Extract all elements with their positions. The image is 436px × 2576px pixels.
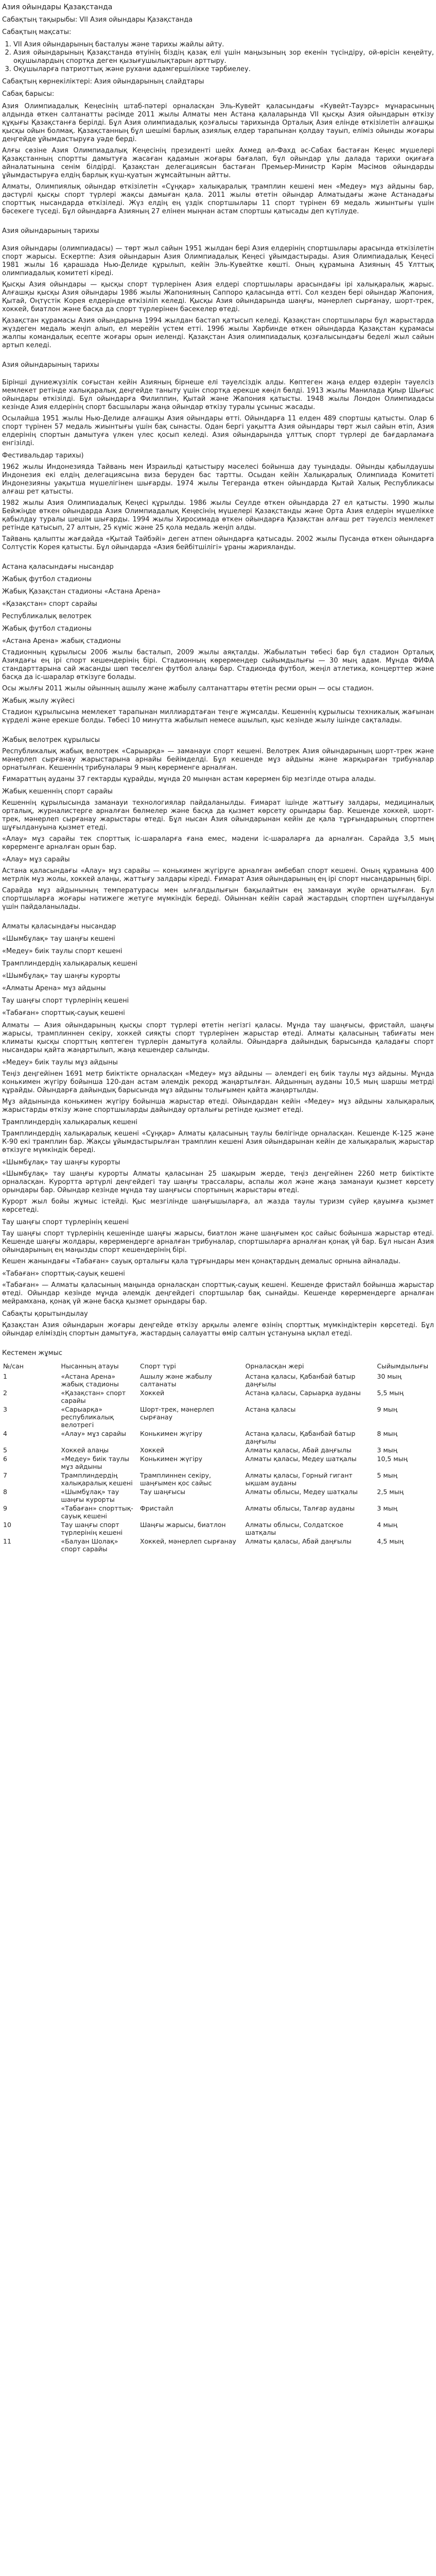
paragraph: «Алау» мұз сарайы тек спорттық іс-шараларға ғана емес, мәдени іс-шараларға да арналған. Сарайда 3,5 мың көрерменге арналған орын бар. bbox=[2, 835, 434, 851]
table-cell: Ашылу және жабылу салтанаты bbox=[140, 1372, 212, 1388]
table-cell: 5 мың bbox=[377, 1471, 397, 1479]
table-cell: Хоккей, мәнерлеп сырғанау bbox=[140, 1537, 236, 1545]
table-title: Кестемен жұмыс bbox=[2, 1349, 63, 1357]
paragraph: Сарайда мұз айдынының температурасы мен ылғалдылығын бақылайтын ең заманауи жүйе орнатылған. Бұл спортшыларға жоғары нәтижеге жетуге мүмкіндік береді. Ойыннан кейін сарай жастардың спортпен шұғылдануы үшін пайдаланылады. bbox=[2, 887, 434, 911]
table-cell: 4 bbox=[3, 1430, 7, 1437]
column-header: Нысанның атауы bbox=[61, 1362, 119, 1370]
table-cell: Алматы қаласы, Абай даңғылы bbox=[245, 1446, 352, 1454]
table-cell: 10 bbox=[3, 1521, 11, 1529]
venue-line: Республикалық велотрек bbox=[2, 613, 92, 620]
almaty-section bbox=[2, 923, 434, 1338]
table-cell: Тау шаңғы спорт түрлерінің кешені bbox=[61, 1521, 123, 1536]
paragraph: Бірінші дүниежүзілік соғыстан кейін Азияның бірнеше елі тәуелсіздік алды. Көптеген жаңа елдер өздерін тәуелсіз мемлекет ретінде халықаралық деңгейде таныту үшін спортқа ерекше көңіл бөлді. 1913 жылы Манилада Қиыр Шығыс ойындары өткізілді. Бұл ойындарға Филиппин, Қытай және Жапония қатысты. 1948 жылы Лондон Олимпиадасы кезінде Азия елдерінің спорт басшылары жаңа ойындар өткізу туралы ұсыныс жасады. bbox=[2, 379, 434, 411]
table-cell: Хоккей алаңы bbox=[61, 1446, 109, 1454]
column-header: Сыйымдылығы bbox=[377, 1362, 429, 1370]
table-row bbox=[2, 1446, 434, 1454]
table-cell: 4,5 мың bbox=[377, 1537, 404, 1545]
paragraph: Стадион құрылысына мемлекет тарапынан миллиардтаған теңге жұмсалды. Кешеннің құрылысы техникалық жағынан күрделі және ерекше болды. Төбесі 10 минутта жабылып немесе ашылып, қыс кезінде жылу ішінде сақталады. bbox=[2, 708, 434, 724]
subheading: Жабық велотрек құрылысы bbox=[2, 736, 100, 744]
table-cell: 10,5 мың bbox=[377, 1455, 408, 1463]
section-heading: Азия ойындарының тарихы bbox=[2, 227, 99, 235]
table-cell: 9 мың bbox=[377, 1405, 397, 1413]
objective-item: 3. Оқушыларға патриоттық және рухани адамгершілікке тәрбиелеу. bbox=[13, 65, 434, 74]
subheading: Жабық кешеннің спорт сарайы bbox=[2, 788, 113, 795]
table-row bbox=[2, 1520, 434, 1537]
table-cell: 3 bbox=[3, 1405, 7, 1413]
table-header-row bbox=[2, 1362, 434, 1372]
venue-line: «Шымбұлақ» тау шаңғы курорты bbox=[2, 972, 120, 980]
table-section bbox=[2, 1349, 434, 1553]
paragraph: Курорт жыл бойы жұмыс істейді. Қыс мезгілінде шаңғышыларға, ал жазда таулы туризм сүйер қауымға қызмет көрсетеді. bbox=[2, 1198, 434, 1214]
table-cell: Трамплиндердің халықаралық кешені bbox=[61, 1471, 133, 1487]
table-cell: Алматы облысы, Солдатское шатқалы bbox=[245, 1521, 344, 1536]
venue-line: Жабық футбол стадионы bbox=[2, 625, 92, 633]
venue-line: Тау шаңғы спорт түрлерінің кешені bbox=[2, 997, 129, 1005]
page-title: Азия ойындары Қазақстанда bbox=[2, 3, 113, 11]
paragraph: Республикалық жабық велотрек «Сарыарқа» — заманауи спорт кешені. Велотрек Азия ойындарының шорт-трек және мәнерлеп сырғанау жарыстарына арнайы бейімделді. Бұл кешенде мұз айдыны және жарқыраған трибуналар орнатылған. Кешеннің трибуналары 9 мың көрерменге арналған. bbox=[2, 748, 434, 772]
paragraph: Астана қаласындағы «Алау» мұз сарайы — конькимен жүгіруге арналған әмбебап спорт кешені. Оның құрамына 400 метрлік мұз жолы, хоккей алаңы, жаттығу залдары кіреді. Ғимарат Азия ойындарының ең ірі спорт нысандарының бірі. bbox=[2, 867, 434, 883]
section-heading: Азия ойындарының тарихы bbox=[2, 361, 99, 369]
table-cell: Астана қаласы, Қабанбай батыр даңғылы bbox=[245, 1372, 356, 1388]
objective-item: 1. VII Азия ойындарының басталуы және тарихы жайлы айту. bbox=[13, 41, 434, 49]
venue-line: «Табаған» спорттық-сауық кешені bbox=[2, 1009, 125, 1017]
table-row bbox=[2, 1487, 434, 1504]
table-cell: «Алау» мұз сарайы bbox=[61, 1430, 126, 1437]
table-cell: 2,5 мың bbox=[377, 1488, 404, 1496]
table-cell: Хоккей bbox=[140, 1389, 165, 1397]
venue-line: Жабық Қазақстан стадионы «Астана Арена» bbox=[2, 588, 161, 596]
table-cell: Хоккей bbox=[140, 1446, 165, 1454]
table-cell: Астана қаласы, Қабанбай батыр даңғылы bbox=[245, 1430, 356, 1445]
lesson-topic: Сабақтың тақырыбы: VII Азия ойындары Қазақстанда bbox=[2, 16, 193, 24]
paragraph: Теңіз деңгейінен 1691 метр биіктікте орналасқан «Медеу» мұз айдыны — әлемдегі ең биік таулы мұз айдыны. Мұнда конькимен жүгіру бойынша 120-дан астам әлемдік рекорд жаңартылған. Айдынның ауданы 10,5 мың шаршы метрді құрайды. Ойындарға дайындық барысында мұз айдыны толығымен қайта жаңартылды. bbox=[2, 1070, 434, 1094]
history-section bbox=[2, 227, 434, 350]
table-cell: 30 мың bbox=[377, 1372, 402, 1380]
table-cell: «Балуан Шолақ» спорт сарайы bbox=[61, 1537, 118, 1553]
paragraph: Осылайша 1951 жылы Нью-Делиде алғашқы Азия ойындары өтті. Ойындарға 11 елден 489 спортшы қатысты. Олар 6 спорт түрінен 57 медаль жиынтығы үшін бақ сынасты. Одан бергі уақытта Азия ойындары төрт жыл сайын өтіп, Азия елдерінің спортын дамытуға үлкен үлес қосып келеді. Азия ойындарында ұлттық спорт түрлері де бағдарламаға енгізілді. bbox=[2, 415, 434, 447]
table-cell: «Шымбұлақ» тау шаңғы курорты bbox=[61, 1488, 119, 1503]
table-cell: 2 bbox=[3, 1389, 7, 1397]
table-row bbox=[2, 1537, 434, 1553]
table-cell: Конькимен жүгіру bbox=[140, 1430, 203, 1437]
table-cell: Шорт-трек, мәнерлеп сырғанау bbox=[140, 1405, 214, 1421]
table-cell: «Сарыарқа» республикалық велотрегі bbox=[61, 1405, 114, 1429]
table-cell: Алматы қаласы, Горный гигант ықшам ауданы bbox=[245, 1471, 353, 1487]
table-cell: 4 мың bbox=[377, 1521, 397, 1529]
paragraph: Алматы — Азия ойындарының қысқы спорт түрлері өтетін негізгі қаласы. Мұнда тау шаңғысы, фристайл, шаңғы жарысы, трамплиннен секіру, хоккей сияқты спорт түрлерінен жарыстар өтеді. Алматы қаласының табиғаты мен климаты қысқы спорттың көптеген түрлерін дамытуға қолайлы. Ойындарға дайындық барысында қаладағы спорт нысандары қайта жаңартылып, жаңа кешендер салынды. bbox=[2, 1022, 434, 1054]
objectives-list bbox=[2, 41, 434, 74]
table-cell: «Медеу» биік таулы мұз айдыны bbox=[61, 1455, 130, 1470]
subheading: «Шымбұлақ» тау шаңғы курорты bbox=[2, 1159, 120, 1166]
objective-item: 2. Азия ойындарының Қазақстанда өтуінің біздің қазақ елі үшін маңызының зор екенін түсіндіру, ой-өрісін кеңейту, оқушылардың спортқа деген қызығушылықтарын арттыру. bbox=[13, 49, 434, 65]
progress-title: Сабақ барысы: bbox=[2, 90, 55, 98]
subheading: «Астана Арена» жабық стадионы bbox=[2, 637, 121, 645]
table-cell: «Қазақстан» спорт сарайы bbox=[61, 1389, 126, 1404]
objectives-title: Сабақтың мақсаты: bbox=[2, 28, 72, 36]
table-cell: «Табаған» спорттық-сауық кешені bbox=[61, 1504, 133, 1520]
table-cell: Алматы қаласы, Абай даңғылы bbox=[245, 1537, 352, 1545]
section-heading: Алматы қаласындағы нысандар bbox=[2, 923, 116, 930]
subheading: Тау шаңғы спорт түрлерінің кешені bbox=[2, 1218, 129, 1226]
section-heading: Астана қаласындағы нысандар bbox=[2, 563, 114, 571]
table-row bbox=[2, 1504, 434, 1520]
paragraph: Қысқы Азия ойындары — қысқы спорт түрлерінен Азия елдері спортшылары арасындағы ірі халықаралық жарыс. Алғашқы қысқы Азия ойындары 1986 жылы Жапонияның Саппоро қаласында өтті. Сол кезден бері ойындар Жапония, Қытай, Оңтүстік Корея елдерінде өткізіліп келеді. Қысқы Азия ойындарында шаңғы, мәнерлеп сырғанау, шорт-трек, хоккей, биатлон және басқа да спорт түрлерінен бәсекелер өтеді. bbox=[2, 281, 434, 313]
venue-line: Трамплиндердің халықаралық кешені bbox=[2, 960, 137, 968]
astana-section bbox=[2, 563, 434, 725]
paragraph: 1982 жылы Азия Олимпиадалық Кеңесі құрылды. 1986 жылы Сеулде өткен ойындарда 27 ел қатысты. 1990 жылы Бейжіңде өткен ойындарда Азия Олимпиадалық Кеңесінің мүшелері Қазақстанды және Орта Азия елдерін мүшелікке қабылдау туралы шешім шығарды. 1994 жылы Хиросимада өткен ойындарға Қазақстан алғаш рет тәуелсіз мемлекет ретінде қатысып, 27 алтын, 25 күміс және 25 қола медаль жеңіп алды. bbox=[2, 499, 434, 532]
table-row bbox=[2, 1388, 434, 1405]
paragraph: Кешен жанындағы «Табаған» сауық орталығы қала тұрғындары мен қонақтардың демалыс орнына айналады. bbox=[2, 1258, 401, 1265]
table-cell: 5 bbox=[3, 1446, 7, 1454]
table-cell: Трамплиннен секіру, шаңғымен қос сайыс bbox=[140, 1471, 212, 1487]
paragraph: Кешеннің құрылысында заманауи технологиялар пайдаланылды. Ғимарат ішінде жаттығу залдары, медициналық орталық, журналистерге арналған бөлмелер және басқа да қызмет көрсету орындары бар. Кешенде хоккей, шорт-трек, мәнерлеп сырғанау жарыстары өтеді. Бұл нысан Азия ойындарынан кейін де қала тұрғындарының спортпен шұғылдануына қызмет етеді. bbox=[2, 799, 434, 832]
table-cell: Астана қаласы, Сарыарқа ауданы bbox=[245, 1389, 361, 1397]
table-cell: Тау шаңғысы bbox=[140, 1488, 186, 1496]
table-cell: 1 bbox=[3, 1372, 7, 1380]
table-cell: 6 bbox=[3, 1455, 7, 1463]
table-cell: 5,5 мың bbox=[377, 1389, 404, 1397]
table-cell: 11 bbox=[3, 1537, 11, 1545]
table-row bbox=[2, 1471, 434, 1487]
table-cell: 8 bbox=[3, 1488, 7, 1496]
paragraph: Осы жылғы 2011 жылы ойынның ашылу және жабылу салтанаттары өтетін ресми орын — осы стадион. bbox=[2, 685, 374, 692]
paragraph: Қазақстан құрамасы Азия ойындарына 1994 жылдан бастап қатысып келеді. Қазақстан спортшылары бұл жарыстарда жүздеген медаль жеңіп алып, ел мерейін үстем етті. 1996 жылы Харбинде өткен ойындарда Қазақстан құрамасы жалпы командалық есепте жоғары орын иеленді. Қазақстан Азия олимпиадалық қозғалысындағы беделі жыл сайын артып келеді. bbox=[2, 317, 434, 349]
table-cell: 9 bbox=[3, 1504, 7, 1512]
table-row bbox=[2, 1405, 434, 1429]
venue-line: Жабық футбол стадионы bbox=[2, 575, 92, 583]
table-row bbox=[2, 1429, 434, 1446]
table-cell: Шаңғы жарысы, биатлон bbox=[140, 1521, 226, 1529]
subheading: «Алау» мұз сарайы bbox=[2, 856, 70, 863]
paragraph: Ғимараттың ауданы 37 гектарды құрайды, мұнда 20 мыңнан астам көрермен бір мезгілде отыра алады. bbox=[2, 775, 376, 783]
paragraph: Азия ойындары (олимпиадасы) — төрт жыл сайын 1951 жылдан бері Азия елдерінің спортшылары арасында өткізілетін спорт жарысы. Ескертпе: Азия ойындарын Азия Олимпиадалық Кеңесі ұйымдастырады. Азия Олимпиадалық Кеңесі 1981 жылы 16 қарашада Нью-Делиде құрылып, кейін Эль-Кувейтке көшті. Оның құрамына Азияның 45 Ұлттық олимпиадалық комитеті кіреді. bbox=[2, 245, 434, 277]
table-cell: Алматы облысы, Медеу шатқалы bbox=[245, 1488, 358, 1496]
table-cell: Конькимен жүгіру bbox=[140, 1455, 203, 1463]
paragraph: 1962 жылы Индонезияда Тайвань мен Израильді қатыстыру мәселесі бойынша дау туындады. Ойынды қабылдаушы Индонезия екі елдің делегациясына виза беруден бас тартты. Осыдан кейін Халықаралық Олимпиада Комитеті Индонезияны уақытша мүшелігінен шығарды. 1974 жылы Тегеранда өткен ойындарда Қытай Халық Республикасы алғаш рет қатысты. bbox=[2, 463, 434, 496]
paragraph: Трамплиндердің халықаралық кешені «Сұңқар» Алматы қаласының таулы бөлігінде орналасқан. Кешенде К-125 және К-90 екі трамплин бар. Жақсы ұйымдастырылған трамплин кешені Азия ойындарынан кейін де халықаралық жарыстар өткізуге мүмкіндік береді. bbox=[2, 1130, 434, 1154]
paragraph: Алғы сөзіне Азия Олимпиадалық Кеңесінің президенті шейх Ахмед әл-Фахд әс-Сабах бастаған Кеңес мүшелері Қазақстанның спортты дамытуға жасаған қадамын жоғары бағалап, бұл ойындар ұлы далада тарихи оқиғаға айналатынына сенім білдірді. Қазақстан делегациясын бастаған Премьер-Министр Кәрім Мәсімов ойындарды ұйымдастыруға елдің барлық күш-қуатын жұмсайтынын айтты. bbox=[2, 147, 434, 179]
table-cell: Алматы облысы, Талғар ауданы bbox=[245, 1504, 355, 1512]
lesson-visuals: Сабақтың көрнекіліктері: Азия ойындарының слайдтары bbox=[2, 78, 204, 86]
subheading: «Медеу» биік таулы мұз айдыны bbox=[2, 1059, 118, 1066]
subheading: Трамплиндердің халықаралық кешені bbox=[2, 1118, 137, 1126]
paragraph: Қазақстан Азия ойындарын жоғары деңгейде өткізу арқылы әлемге өзінің спорттық мүмкіндіктерін көрсетеді. Бұл ойындар еліміздің спортын дамытуға, жастардың салауатты өмір салтын ұстануына ықпал етеді. bbox=[2, 1321, 434, 1337]
paragraph: Тау шаңғы спорт түрлерінің кешенінде шаңғы жарысы, биатлон және шаңғымен қос сайыс бойынша жарыстар өтеді. Кешенде шаңғы жолдары, көрермендерге арналған трибуналар, спортшыларға арналған қонақ үй бар. Бұл нысан Азия ойындарының ең маңызды спорт кешендерінің бірі. bbox=[2, 1230, 434, 1254]
paragraph: Мұз айдынында конькимен жүгіру бойынша жарыстар өтеді. Ойындардан кейін «Медеу» мұз айдыны халықаралық жарыстарды өткізу және спортшыларды дайындау орталығы ретінде қызмет етеді. bbox=[2, 1098, 434, 1114]
venue-line: «Алматы Арена» мұз айдыны bbox=[2, 985, 106, 992]
table-row bbox=[2, 1372, 434, 1388]
paragraph: «Табаған» — Алматы қаласының маңында орналасқан спорттық-сауық кешені. Кешенде фристайл бойынша жарыстар өтеді. Ойындар кезінде мұнда әлемдік деңгейдегі спортшылар бақ сынайды. Кешенде көрермендерге арналған мейрамхана, қонақ үй және басқа қызмет орындары бар. bbox=[2, 1281, 434, 1306]
venues-table bbox=[2, 1362, 434, 1553]
paragraph: Азия Олимпиадалық Кеңесінің штаб-пәтері орналасқан Эль-Кувейт қаласындағы «Кувейт-Тауэрс» мұнарасының алдында өткен салтанатты рәсімде 2011 жылы Алматы мен Астана қалаларында VII қысқы Азия ойындарын өткізу құқығы Қазақстанға берілді. Бұл Азия олимпиадалық қозғалысы тарихында Орталық Азия елінде өткізілетін алғашқы қысқы ойын болмақ. Қазақстанның бұл шешімі барлық азиялық елдер тарапынан қолдау тауып, еліміз ойынды жоғары деңгейде ұйымдастыруға уәде берді. bbox=[2, 103, 434, 143]
paragraph: Тайвань қалыпты жағдайда «Қытай Тайбэйі» деген атпен ойындарға қатысады. 2002 жылы Пусанда өткен ойындарға Солтүстік Корея қатысты. Бұл ойындарда «Азия бейбітшілігі» ұраны жарияланды. bbox=[2, 535, 434, 551]
table-row bbox=[2, 1454, 434, 1471]
table-body bbox=[2, 1372, 434, 1553]
subheading: «Табаған» спорттық-сауық кешені bbox=[2, 1270, 125, 1278]
venue-line: «Шымбұлақ» тау шаңғы кешені bbox=[2, 935, 115, 943]
venue-line: «Медеу» биік таулы спорт кешені bbox=[2, 947, 123, 955]
velotrack-section bbox=[2, 736, 434, 911]
table-cell: «Астана Арена» жабық стадионы bbox=[61, 1372, 119, 1388]
table-cell: Алматы қаласы, Медеу шатқалы bbox=[245, 1455, 357, 1463]
subheading: Фестивальдар тарихы) bbox=[2, 452, 84, 460]
table-cell: Фристайл bbox=[140, 1504, 173, 1512]
paragraph: Алматы, Олимпиялық ойындар өткізілетін «Сұңқар» халықаралық трамплин кешені мен «Медеу» мұз айдыны бар, дәстүрлі қысқы спорт түрлері жақсы дамыған қала. 2011 жылы өтетін ойындар Алматыдағы және Астанадағы спорттық нысандарда өткізіледі. Жүз елдің ең үздік спортшылары 11 спорт түрінен 69 медаль жиынтығы үшін бәсекеге түседі. Бұл ойындарға Азияның 27 елінен мыңнан астам спортшы қатысады деп күтілуде. bbox=[2, 183, 434, 215]
column-header: Орналасқан жері bbox=[245, 1362, 304, 1370]
column-header: №/сан bbox=[3, 1362, 24, 1370]
column-header: Спорт түрі bbox=[140, 1362, 176, 1370]
games-section bbox=[2, 361, 434, 552]
paragraph: Стадионның құрылысы 2006 жылы басталып, 2009 жылы аяқталды. Жабылатын төбесі бар бұл стадион Орталық Азиядағы ең ірі спорт кешендерінің бірі. Стадионның көрермендер сыйымдылығы — 30 мың адам. Мұнда ФИФА стандарттарына сай жасанды шөп төселген футбол алаңы бар. Стадионда футбол, жеңіл атлетика, концерттер және басқа да іс-шаралар өткізуге болады. bbox=[2, 649, 434, 681]
subheading: Сабақты қорытындылау bbox=[2, 1310, 88, 1318]
subheading: Жабық жылу жүйесі bbox=[2, 697, 75, 705]
table-cell: 3 мың bbox=[377, 1446, 397, 1454]
venue-line: «Қазақстан» спорт сарайы bbox=[2, 600, 97, 608]
table-cell: 8 мың bbox=[377, 1430, 397, 1437]
table-cell: Астана қаласы bbox=[245, 1405, 296, 1413]
paragraph: «Шымбұлақ» тау шаңғы курорты Алматы қаласынан 25 шақырым жерде, теңіз деңгейінен 2260 метр биіктікте орналасқан. Курортта әртүрлі деңгейдегі тау шаңғы трассалары, аспалы жол және жаңа заманауи қызмет көрсету орындары бар. Ойындар кезінде мұнда тау шаңғысы спортының жарыстары өтеді. bbox=[2, 1170, 434, 1194]
table-cell: 7 bbox=[3, 1471, 7, 1479]
table-cell: 3 мың bbox=[377, 1504, 397, 1512]
